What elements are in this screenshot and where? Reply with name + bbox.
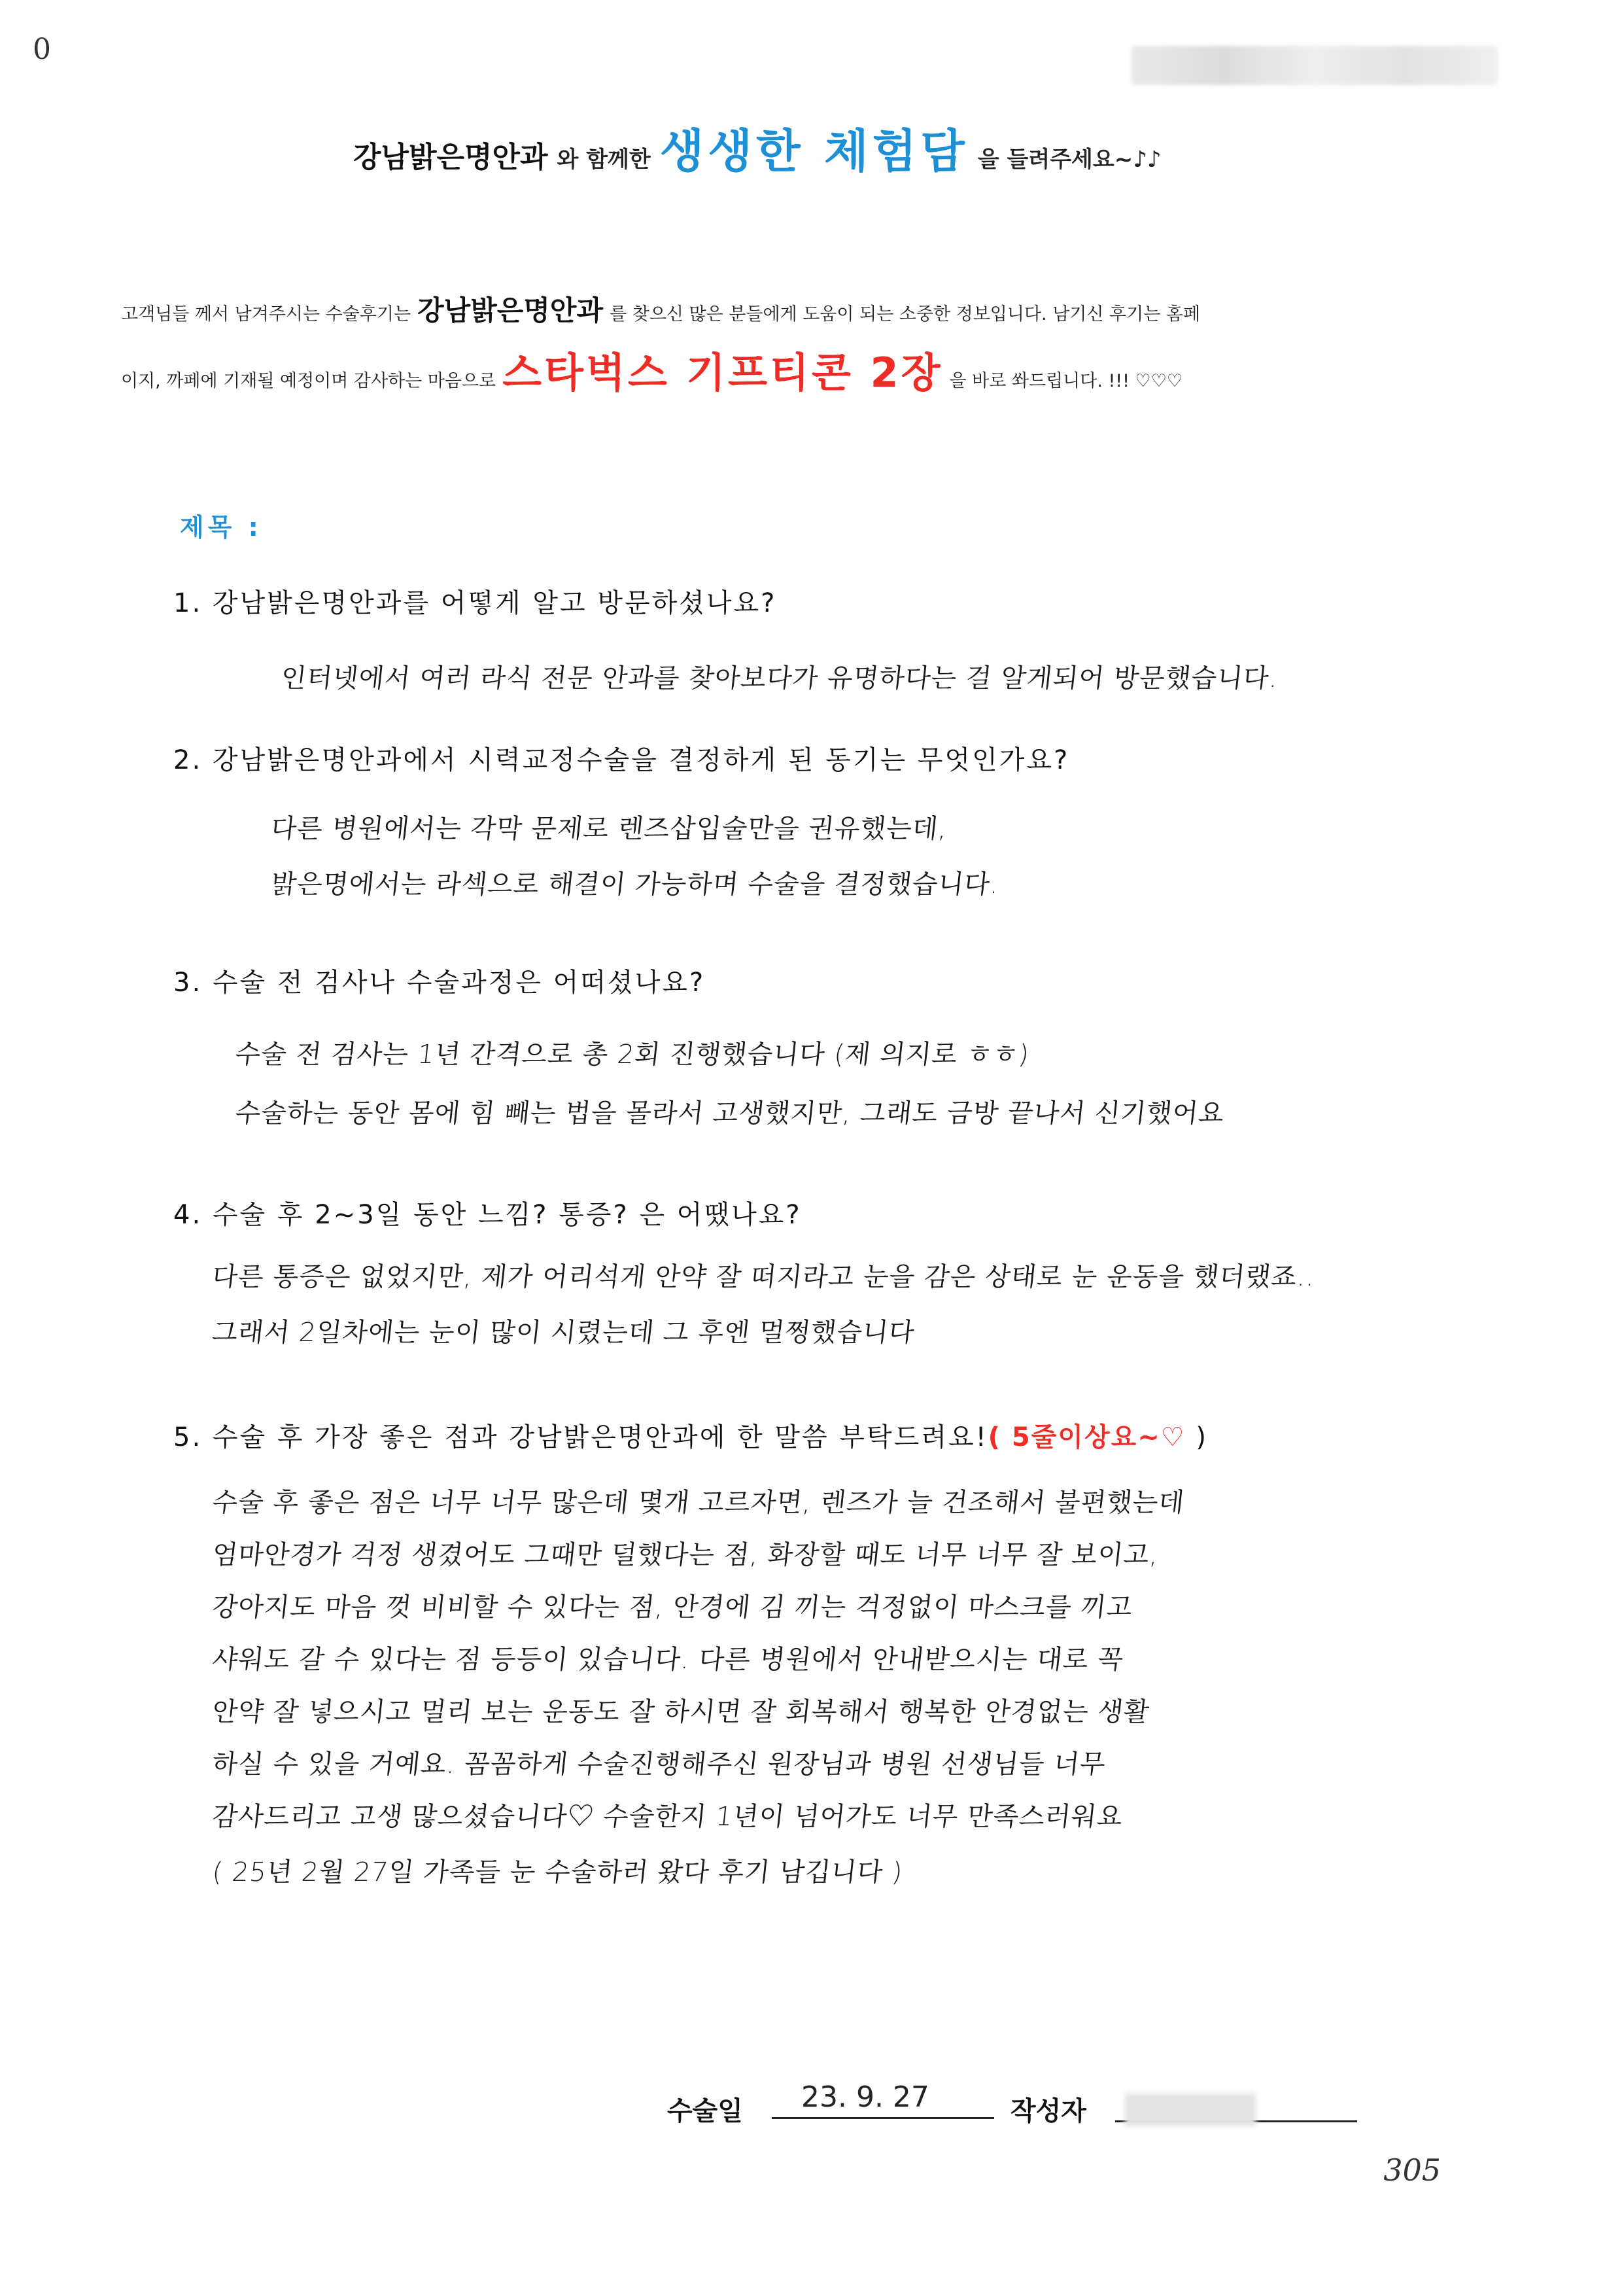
question-2: 2. 강남밝은명안과에서 시력교정수술을 결정하게 된 동기는 무엇인가요? <box>173 745 1070 775</box>
author-label: 작성자 <box>1011 2096 1086 2126</box>
redacted-top <box>1132 46 1498 85</box>
answer-5-line-6: 하실 수 있을 거예요. 꼼꼼하게 수술진행해주신 원장님과 병원 선생님들 너무 <box>211 1749 1108 1780</box>
answer-2-line-2: 밝은명에서는 라섹으로 해결이 가능하며 수술을 결정했습니다. <box>269 869 1001 900</box>
intro-line-2-before: 이지, 까페에 기재될 예정이며 감사하는 마음으로 <box>121 371 496 391</box>
answer-3-line-2: 수술하는 동안 몸에 힘 빼는 법을 몰라서 고생했지만, 그래도 금방 끝나서 신기했어요 <box>233 1098 1226 1129</box>
surgery-date-value: 23. 9. 27 <box>801 2080 929 2114</box>
question-4: 4. 수술 후 2~3일 동안 느낌? 통증? 은 어땠나요? <box>173 1200 802 1230</box>
question-5-note: ( 5줄이상요~♡ <box>988 1422 1186 1452</box>
intro-gift: 스타벅스 기프티콘 2장 <box>502 349 943 396</box>
intro-line-2-after: 을 바로 쏴드립니다. !!! ♡♡♡ <box>949 371 1183 391</box>
answer-5-line-4: 샤워도 갈 수 있다는 점 등등이 있습니다. 다른 병원에서 안내받으시는 대로 꼭 <box>211 1645 1126 1675</box>
answer-5-line-3: 강아지도 마음 껏 비비할 수 있다는 점, 안경에 김 끼는 걱정없이 마스크를 끼고 <box>211 1592 1135 1622</box>
intro-line-1-after: 를 찾으신 많은 분들에게 도움이 되는 소중한 정보입니다. 남기신 후기는 홈페 <box>610 304 1201 324</box>
question-5 <box>173 1416 1208 1454</box>
question-5-text: 5. 수술 후 가장 좋은 점과 강남밝은명안과에 한 말씀 부탁드려요! <box>173 1422 988 1452</box>
author-redacted <box>1125 2094 1256 2126</box>
answer-1-line-1: 인터넷에서 여러 라식 전문 안과를 찾아보다가 유명하다는 걸 알게되어 방문했습니다. <box>279 663 1280 693</box>
answer-2-line-1: 다른 병원에서는 각막 문제로 렌즈삽입술만을 권유했는데, <box>269 814 949 844</box>
header-brand: 강남밝은명안과 <box>353 141 548 174</box>
page-number: 305 <box>1383 2152 1441 2188</box>
answer-5-line-8: ( 25년 2월 27일 가족들 눈 수술하러 왔다 후기 남깁니다 ) <box>211 1857 905 1887</box>
answer-4-line-1: 다른 통증은 없었지만, 제가 어리석게 안약 잘 떠지라고 눈을 감은 상태로 눈 운동을 했더랬죠.. <box>211 1262 1317 1292</box>
answer-5-line-5: 안약 잘 넣으시고 멀리 보는 운동도 잘 하시면 잘 회복해서 행복한 안경없는 생활 <box>211 1697 1152 1727</box>
page-header <box>353 114 1162 181</box>
question-5-end: ) <box>1185 1422 1208 1452</box>
answer-5-line-7: 감사드리고 고생 많으셨습니다♡ 수술한지 1년이 넘어가도 너무 만족스러워요 <box>211 1802 1125 1832</box>
intro-line-1-before: 고객님들 께서 남겨주시는 수술후기는 <box>121 304 411 324</box>
answer-3-line-1: 수술 전 검사는 1년 간격으로 총 2회 진행했습니다 (제 의지로 ㅎㅎ) <box>233 1040 1031 1070</box>
header-highlight: 생생한 체험담 <box>659 124 969 178</box>
answer-4-line-2: 그래서 2일차에는 눈이 많이 시렸는데 그 후엔 멀쩡했습니다 <box>211 1318 916 1348</box>
title-label: 제목 : <box>180 513 262 542</box>
answer-5-line-1: 수술 후 좋은 점은 너무 너무 많은데 몇개 고르자면, 렌즈가 늘 건조해서 불편했는데 <box>211 1488 1186 1518</box>
header-suffix: 을 들려주세요~♪♪ <box>977 147 1162 173</box>
surgery-date-label: 수술일 <box>667 2096 743 2126</box>
answer-5-line-2: 엄마안경가 걱정 생겼어도 그때만 덜했다는 점, 화장할 때도 너무 너무 잘 보이고, <box>211 1540 1160 1570</box>
intro-brand: 강남밝은명안과 <box>417 294 604 326</box>
intro-line-1 <box>121 289 1200 328</box>
question-1: 1. 강남밝은명안과를 어떻게 알고 방문하셨나요? <box>173 588 777 618</box>
question-3: 3. 수술 전 검사나 수술과정은 어떠셨나요? <box>173 968 706 998</box>
intro-line-2 <box>121 340 1183 398</box>
corner-mark: 0 <box>33 33 51 66</box>
header-joiner: 와 함께한 <box>557 147 651 173</box>
